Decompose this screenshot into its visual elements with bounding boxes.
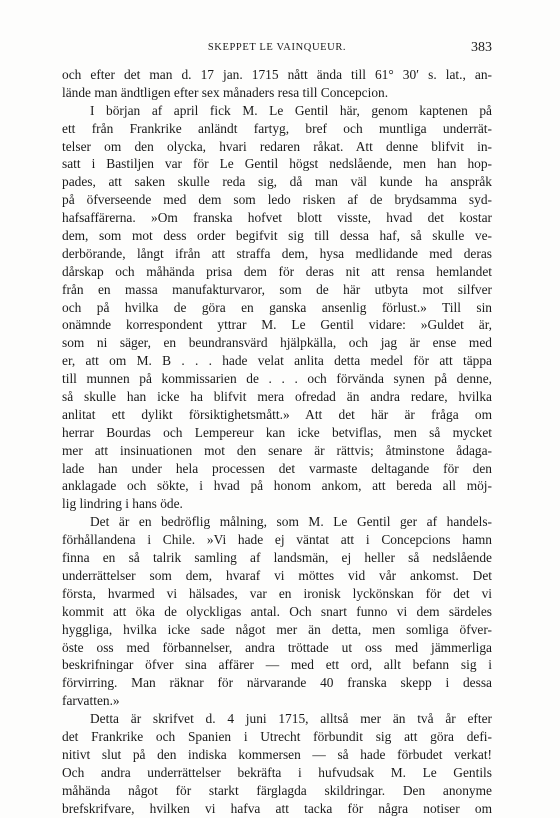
page-number: 383 <box>471 40 492 55</box>
text-line: telser om den olycka, hvari redaren råkat. Att denne blifvit in- <box>62 138 492 154</box>
text-line: lade han under hela processen det varmaste deltagande för den <box>62 460 492 476</box>
text-line: kommit att öka de olyckligas antal. Och snart funno vi dem särdeles <box>62 603 492 619</box>
text-line: derbörande, långt ifrån att straffa dem, hysa medlidande med deras <box>62 245 492 261</box>
text-line: finna en så talrik samling af landsmän, ej heller så nedslående <box>62 550 492 566</box>
text-line: hafsaffärerna. »Om franska hofvet blott visste, hvad det kostar <box>62 210 492 226</box>
text-line: anlitat ett dylikt försiktighetsmått.» Att det här är fråga om <box>62 406 492 422</box>
text-line: er, att om M. B . . . hade velat anlita detta medel för att täppa <box>62 353 492 369</box>
text-line: Och andra underrättelser bekräfta i hufvudsak M. Le Gentils <box>62 764 492 780</box>
text-line: så skulle han icke ha blifvit mera ofredad än andra redare, hvilka <box>62 389 492 405</box>
text-line: dem, som mot dess order begifvit sig till dessa haf, så skulle ve- <box>62 228 492 244</box>
text-line: från en massa manufakturvaror, som de här utbyta mot silfver <box>62 281 492 297</box>
text-line: Det är en bedröflig målning, som M. Le Gentil ger af handels- <box>90 514 492 530</box>
text-line: öste oss med förbannelser, andra tröttade ut oss med jämmerliga <box>62 639 492 655</box>
text-line: underrättelser som dem, hvaraf vi möttes vid vår ankomst. Det <box>62 567 492 583</box>
text-line: måhända något för starkt färglagda skildringar. Den anonyme <box>62 782 492 798</box>
text-line: lände man ändtligen efter sex månaders resa till Concepcion. <box>62 84 389 100</box>
running-title: SKEPPET LE VAINQUEUR. <box>207 42 347 53</box>
text-line: första, hvarmed vi hälsades, var en ironisk lyckönskan för det vi <box>62 585 492 601</box>
text-line: som ni säger, en beundransvärd hjälpkälla, och jag är ense med <box>62 335 492 351</box>
text-line: förvirring. Man räknar för närvarande 40 franska skepp i dessa <box>62 675 492 691</box>
text-line: anklagade och sökte, i hvad på honom ankom, att bereda all möj- <box>62 478 492 494</box>
text-line: brefskrifvare, hvilken vi hafva att tacka för några notiser om <box>62 800 492 816</box>
text-line: ett från Frankrike anländt fartyg, bref och muntliga underrät- <box>62 120 492 136</box>
text-line: onämnde korrespondent yttrar M. Le Gentil vidare: »Guldet är, <box>62 317 492 333</box>
text-line: till munnen på kommissarien de . . . och förvända synen på denne, <box>62 371 492 387</box>
text-line: nitivt slut på den indiska kommersen — så hade förbudet verkat! <box>62 746 492 762</box>
text-line: I början af april fick M. Le Gentil här, genom kaptenen på <box>90 102 492 118</box>
text-line: farvatten.» <box>62 693 120 709</box>
text-line: beskrifningar öfver sina affärer — med ett ord, allt befann sig i <box>62 657 492 673</box>
body-text <box>62 66 492 817</box>
text-line: lig lindring i hans öde. <box>62 496 183 512</box>
text-line: förhållandena i Chile. »Vi hade ej väntat att i Concepcions hamn <box>62 532 492 548</box>
text-line: det Frankrike och Spanien i Utrecht förbundit sig att göra defi- <box>62 728 492 744</box>
text-line: pades, att saken skulle reda sig, då man väl kunde ha anspråk <box>62 174 492 190</box>
text-line: hyggliga, hvilka icke sade något mer än detta, men somliga öfver- <box>62 621 492 637</box>
text-line: mer att insinuationen mot den senare är rättvis; åtminstone ådaga- <box>62 442 492 458</box>
text-line: på öfverseende med dem som ledo risken af de brydsamma syd- <box>62 192 492 208</box>
text-line: satt i Bastiljen var för Le Gentil högst nedslående, men han hop- <box>62 156 492 172</box>
text-line: Detta är skrifvet d. 4 juni 1715, alltså mer än två år efter <box>90 711 492 727</box>
text-line: och på hvilka de göra en ganska ansenlig förlust.» Till sin <box>62 299 492 315</box>
page-header <box>62 40 492 58</box>
text-line: och efter det man d. 17 jan. 1715 nått ända till 61° 30′ s. lat., an- <box>62 67 492 82</box>
text-line: herrar Bourdas och Lempereur kan icke betviflas, men så mycket <box>62 424 492 440</box>
text-line: dårskap och måhända prisa dem för deras nit att rensa hemlandet <box>62 263 492 279</box>
